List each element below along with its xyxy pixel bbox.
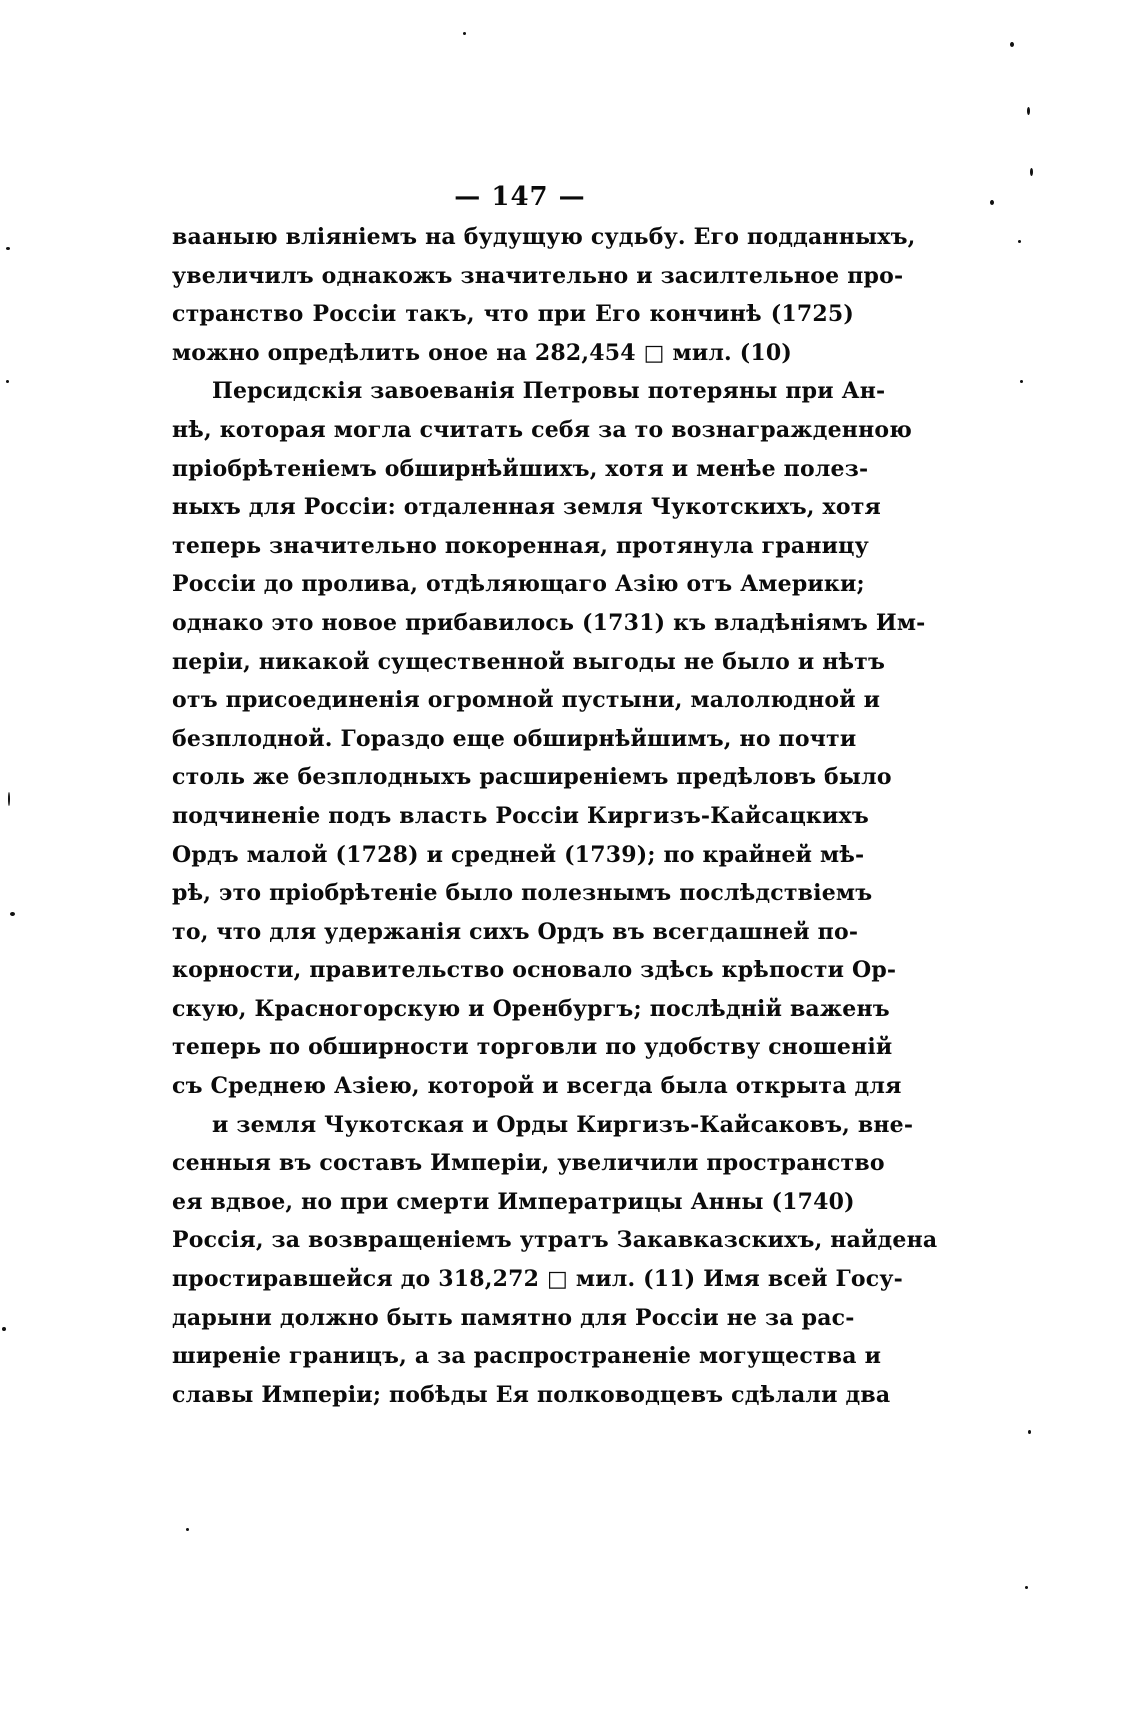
- text-line: славы Имперіи; побѣды Ея полководцевъ сдѣлали два: [172, 1381, 891, 1408]
- text-line: отъ присоединенія огромной пустыни, малолюдной и: [172, 687, 881, 714]
- text-line: скую, Красногорскую и Оренбургъ; послѣдній важенъ: [172, 995, 890, 1022]
- text-line: однако это новое прибавилось (1731) къ владѣніямъ Им-: [172, 609, 926, 636]
- scan-speck: [990, 200, 994, 205]
- text-line: теперь значительно покоренная, протянула границу: [172, 532, 869, 559]
- text-line: столь же безплодныхъ расширеніемъ предѣловъ было: [172, 764, 892, 791]
- scan-speck: [6, 380, 9, 383]
- text-line: подчиненіе подъ власть Россіи Киргизъ-Кайсацкихъ: [172, 802, 869, 829]
- text-line: Персидскія завоеванія Петровы потеряны при Ан-: [212, 378, 886, 405]
- scan-speck: [186, 1528, 189, 1531]
- text-line: пріобрѣтеніемъ обширнѣйшихъ, хотя и менѣе полез-: [172, 455, 869, 482]
- scan-speck: [1018, 240, 1021, 243]
- text-line: рѣ, это пріобрѣтеніе было полезнымъ послѣдствіемъ: [172, 880, 873, 907]
- scan-speck: [6, 247, 10, 250]
- scan-speck: [1025, 1586, 1028, 1589]
- scan-speck: [1020, 380, 1023, 383]
- text-line: ширеніе границъ, а за распространеніе могущества и: [172, 1343, 882, 1370]
- scan-speck: [1030, 168, 1033, 176]
- text-line: и земля Чукотская и Орды Киргизъ-Кайсаковъ, вне-: [212, 1111, 914, 1138]
- text-line: Россіи до пролива, отдѣляющаго Азію отъ Америки;: [172, 571, 865, 598]
- text-line: періи, никакой существенной выгоды не было и нѣтъ: [172, 648, 886, 675]
- text-line: безплодной. Гораздо еще обширнѣйшимъ, но почти: [172, 725, 857, 752]
- body-text: [172, 218, 938, 1414]
- scan-speck: [2, 1327, 6, 1331]
- scan-speck: [10, 912, 15, 916]
- text-line: то, что для удержанія сихъ Ордъ въ всегдашней по-: [172, 918, 859, 945]
- scan-speck: [1010, 42, 1014, 47]
- text-line: увеличилъ однакожъ значительно и засилтельное про-: [172, 262, 904, 289]
- text-line: ныхъ для Россіи: отдаленная земля Чукотскихъ, хотя: [172, 494, 881, 521]
- page-number: — 147 —: [454, 182, 586, 212]
- text-line: странство Россіи такъ, что при Его кончинѣ (1725): [172, 301, 854, 328]
- text-line: Россія, за возвращеніемъ утратъ Закавказскихъ, найдена: [172, 1227, 938, 1254]
- text-line: можно опредѣлить оное на 282,454 □ мил. (10): [172, 339, 792, 366]
- text-line: нѣ, которая могла считать себя за то вознагражденною: [172, 416, 913, 443]
- text-line: дарыни должно быть памятно для Россіи не за рас-: [172, 1304, 855, 1331]
- text-line: простиравшейся до 318,272 □ мил. (11) Имя всей Госу-: [172, 1266, 903, 1293]
- text-line: Ордъ малой (1728) и средней (1739); по крайней мѣ-: [172, 841, 865, 868]
- text-line: корности, правительство основало здѣсь крѣпости Ор-: [172, 957, 897, 984]
- text-line: вааныю вліяніемъ на будущую судьбу. Его подданныхъ,: [172, 224, 916, 250]
- text-line: сенныя въ составъ Имперіи, увеличили пространство: [172, 1150, 885, 1177]
- scan-speck: [8, 792, 10, 806]
- text-line: съ Среднею Азіею, которой и всегда была открыта для: [172, 1073, 902, 1100]
- scan-speck: [463, 32, 466, 35]
- scan-speck: [1028, 1430, 1031, 1434]
- scan-speck: [1027, 107, 1030, 115]
- text-line: ея вдвое, но при смерти Императрицы Анны (1740): [172, 1188, 855, 1215]
- text-line: теперь по обширности торговли по удобству сношеній: [172, 1034, 893, 1061]
